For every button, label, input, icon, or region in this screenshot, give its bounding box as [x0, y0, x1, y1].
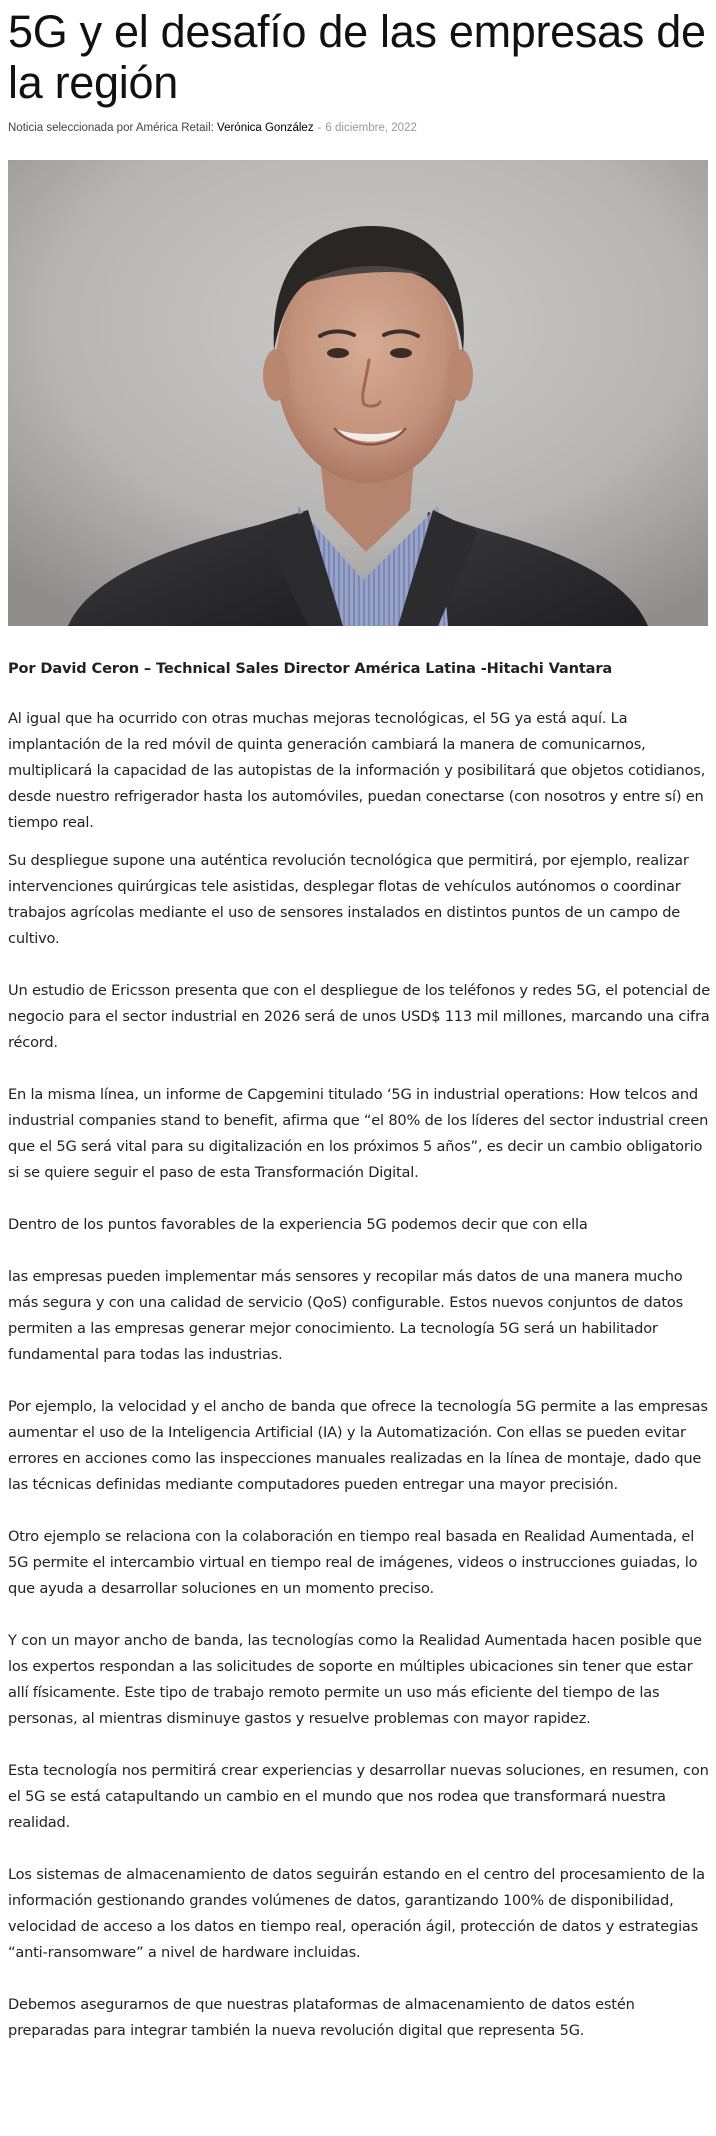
- article-paragraph: Su despliegue supone una auténtica revolución tecnológica que permitirá, por ejemplo, realizar intervenciones quirúrgicas tele asistidas, desplegar flotas de vehículos autónomos o coordinar trabajos agrícolas mediante el uso de sensores instalados en distintos puntos de un campo de cultivo.: [8, 852, 689, 947]
- article-meta: [8, 120, 716, 136]
- meta-separator: -: [317, 122, 322, 134]
- publish-date: 6 diciembre, 2022: [325, 122, 417, 134]
- meta-prefix: Noticia seleccionada por América Retail:: [8, 122, 214, 134]
- article-paragraph: Por ejemplo, la velocidad y el ancho de banda que ofrece la tecnología 5G permite a las empresas aumentar el uso de la Inteligencia Artificial (IA) y la Automatización. Con ellas se pueden evitar errores en acciones como las inspecciones manuales realizadas en la línea de montaje, dado que las técnicas definidas mediante computadores pueden entregar una mayor precisión.: [8, 1398, 708, 1493]
- article-paragraph: Los sistemas de almacenamiento de datos seguirán estando en el centro del procesamiento de la información gestionando grandes volúmenes de datos, garantizando 100% de disponibilidad, velocidad de acceso a los datos en tiempo real, operación ágil, protección de datos y estrategias “anti-ransomware” a nivel de hardware incluidas.: [8, 1866, 705, 1961]
- article-paragraph: Esta tecnología nos permitirá crear experiencias y desarrollar nuevas soluciones, en resumen, con el 5G se está catapultando un cambio en el mundo que nos rodea que transformará nuestra realidad.: [8, 1762, 709, 1831]
- featured-image: [8, 160, 708, 626]
- article-paragraph: Un estudio de Ericsson presenta que con el despliegue de los teléfonos y redes 5G, el potencial de negocio para el sector industrial en 2026 será de unos USD$ 113 mil millones, marcando una cifra récord.: [8, 982, 711, 1051]
- portrait-illustration: [8, 160, 708, 626]
- article-paragraph: Y con un mayor ancho de banda, las tecnologías como la Realidad Aumentada hacen posible que los expertos respondan a las solicitudes de soporte en múltiples ubicaciones sin tener que estar allí físicamente. Este tipo de trabajo remoto permite un uso más eficiente del tiempo de las personas, al mientras disminuye gastos y resuelve problemas con mayor rapidez.: [8, 1632, 702, 1727]
- author-link[interactable]: Verónica González: [217, 122, 314, 134]
- article-paragraph: las empresas pueden implementar más sensores y recopilar más datos de una manera mucho más segura y con una calidad de servicio (QoS) configurable. Estos nuevos conjuntos de datos permiten a las empresas generar mejor conocimiento. La tecnología 5G será un habilitador fundamental para todas las industrias.: [8, 1268, 683, 1363]
- article-paragraph: Al igual que ha ocurrido con otras muchas mejoras tecnológicas, el 5G ya está aquí. La implantación de la red móvil de quinta generación cambiará la manera de comunicarnos, multiplicará la capacidad de las autopistas de la información y posibilitará que objetos cotidianos, desde nuestro refrigerador hasta los automóviles, puedan conectarse (con nosotros y entre sí) en tiempo real.: [8, 710, 706, 831]
- page-title: 5G y el desafío de las empresas de la región: [8, 6, 706, 108]
- article-body: [8, 706, 716, 2044]
- article-paragraph: Debemos asegurarnos de que nuestras plataformas de almacenamiento de datos estén preparadas para integrar también la nueva revolución digital que representa 5G.: [8, 1996, 635, 2039]
- article-paragraph: Otro ejemplo se relaciona con la colaboración en tiempo real basada en Realidad Aumentada, el 5G permite el intercambio virtual en tiempo real de imágenes, videos o instrucciones guiadas, lo que ayuda a desarrollar soluciones en un momento preciso.: [8, 1528, 698, 1597]
- article-byline: Por David Ceron – Technical Sales Director América Latina -Hitachi Vantara: [8, 660, 613, 677]
- article-paragraph: Dentro de los puntos favorables de la experiencia 5G podemos decir que con ella: [8, 1216, 588, 1233]
- article-paragraph: En la misma línea, un informe de Capgemini titulado ‘5G in industrial operations: How telcos and industrial companies stand to benefit, afirma que “el 80% de los líderes del sector industrial creen que el 5G será vital para su digitalización en los próximos 5 años”, es decir un cambio obligatorio si se quiere seguir el paso de esta Transformación Digital.: [8, 1086, 709, 1181]
